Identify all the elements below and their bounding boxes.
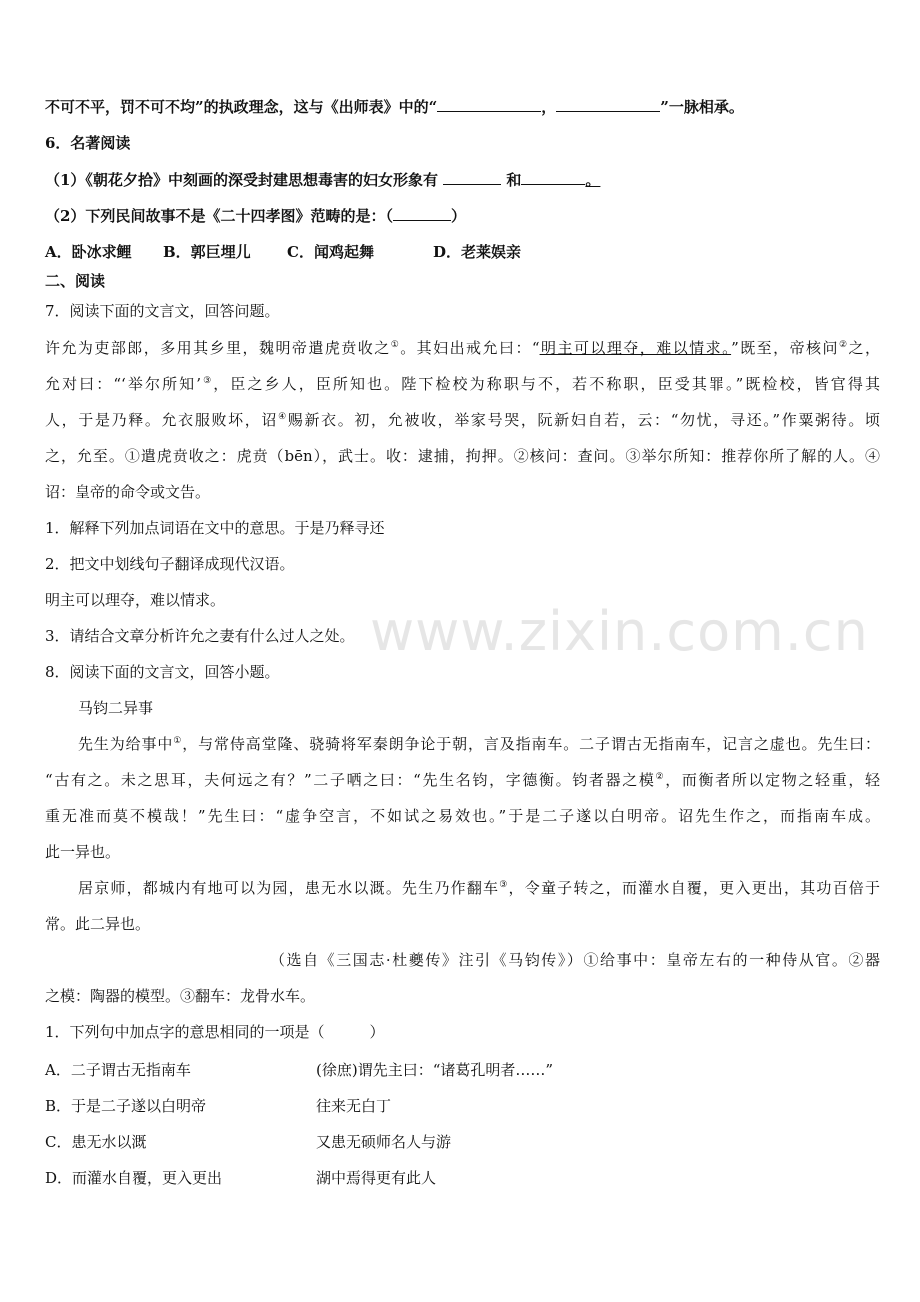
q7-passage-line: 之，允至。①遣虎贲收之：虎贲（bēn），武士。收：逮捕，拘押。②核问：查问。③举尔所知：推荐你所了解的人。④ xyxy=(45,447,880,465)
fill-blank[interactable] xyxy=(393,206,451,221)
underlined-sentence: 明主可以理夺，难以情求。 xyxy=(539,339,732,357)
option-row-d[interactable] xyxy=(45,1168,880,1188)
text: “古有之。未之思耳，夫何远之有？”二子哂之曰：“先生名钧，字德衡。钧者器之模 xyxy=(45,771,656,789)
q8-title: 8．阅读下面的文言文，回答小题。 xyxy=(45,663,280,681)
text: （2）下列民间故事不是《二十四孝图》范畴的是：（ xyxy=(45,207,393,225)
option-right: 往来无白丁 xyxy=(316,1097,392,1115)
text: ，与常侍高堂隆、骁骑将军秦朗争论于朝，言及指南车。二子谓古无指南车，记言之虚也。先生曰： xyxy=(182,735,880,753)
option-right: (徐庶)谓先主曰：“诸葛孔明者……” xyxy=(316,1061,554,1079)
option-row-b[interactable] xyxy=(45,1096,880,1116)
footnote-mark: ③ xyxy=(201,376,214,386)
option-d[interactable]: D．老莱娱亲 xyxy=(433,243,522,261)
option-a[interactable]: A．卧冰求鲤 xyxy=(45,243,132,261)
text: ，令童子转之，而灌水自覆，更入更出，其功百倍于 xyxy=(508,879,880,897)
text: ”既至，帝核问 xyxy=(731,339,839,357)
text: 赐新衣。初，允被收，举家号哭，阮新妇自若，云：“勿忧，寻还。”作粟粥待。顷 xyxy=(287,411,880,429)
option-right: 又患无硕师名人与游 xyxy=(316,1133,452,1151)
text: 先生为给事中 xyxy=(78,735,174,753)
footnote-mark: ① xyxy=(390,340,401,350)
q8-sub1: 1．下列句中加点字的意思相同的一项是（ ） xyxy=(45,1023,385,1041)
section-heading: 二、阅读 xyxy=(45,272,106,290)
option-b[interactable]: B．郭巨埋儿 xyxy=(163,243,251,261)
q8-passage-line xyxy=(78,734,880,754)
option-c[interactable]: C．闻鸡起舞 xyxy=(287,243,374,261)
text: ，臣之乡人，臣所知也。陛下检校为称职与不，若不称职，臣受其罪。”既检校，皆官得其 xyxy=(213,375,880,393)
text: 。其妇出戒允曰：“ xyxy=(400,339,540,357)
footnote-mark: ② xyxy=(655,772,666,782)
option-left: B．于是二子遂以白明帝 xyxy=(45,1097,207,1115)
q8-note: 之模：陶器的模型。③翻车：龙骨水车。 xyxy=(45,987,316,1005)
q7-sub1: 1．解释下列加点词语在文中的意思。于是乃释寻还 xyxy=(45,519,385,537)
q7-title: 7．阅读下面的文言文，回答问题。 xyxy=(45,302,280,320)
footnote-mark: ② xyxy=(838,340,849,350)
option-row-a[interactable] xyxy=(45,1060,880,1080)
footnote-mark: ① xyxy=(173,736,183,746)
fill-blank[interactable] xyxy=(556,97,660,112)
text: 和 xyxy=(501,171,522,189)
q7-note: 诏：皇帝的命令或文告。 xyxy=(45,483,211,501)
text: 之， xyxy=(848,339,880,357)
fill-blank[interactable] xyxy=(443,170,501,185)
q7-passage-line xyxy=(45,374,880,394)
footnote-mark: ③ xyxy=(499,880,509,890)
option-left: A．二子谓古无指南车 xyxy=(45,1061,191,1079)
option-left: D．而灌水自覆，更入更出 xyxy=(45,1169,223,1187)
q6-title: 6．名著阅读 xyxy=(45,134,131,152)
text: ”一脉相承。 xyxy=(660,98,744,116)
text: 许允为吏部郎，多用其乡里，魏明帝遣虎贲收之 xyxy=(45,339,391,357)
text: ，而衡者所以定物之轻重，轻 xyxy=(665,771,880,789)
text: ） xyxy=(450,207,466,225)
option-row-c[interactable] xyxy=(45,1132,880,1152)
q8-passage-line xyxy=(78,878,880,898)
text: （1）《朝花夕拾》中刻画的深受封建思想毒害的妇女形象有 xyxy=(45,171,444,189)
q7-sub3: 3．请结合文章分析许允之妻有什么过人之处。 xyxy=(45,627,355,645)
text: 允对曰：“‘举尔所知’ xyxy=(45,375,202,393)
q8-passage-line: 常。此二异也。 xyxy=(45,915,151,933)
footnote-mark: ④ xyxy=(278,412,288,422)
text: 。 xyxy=(585,171,601,189)
q7-passage-line xyxy=(45,410,880,430)
option-left: C．患无水以溉 xyxy=(45,1133,147,1151)
option-right: 湖中焉得更有此人 xyxy=(316,1169,437,1187)
q6-part1 xyxy=(45,170,880,190)
q6-options xyxy=(45,242,880,262)
q8-source: （选自《三国志·杜夔传》注引《马钧传》）①给事中：皇帝左右的一种侍从官。②器 xyxy=(270,951,880,969)
q6-part2 xyxy=(45,206,880,226)
watermark: www.zixin.com.cn xyxy=(370,600,869,663)
q8-passage-line xyxy=(45,770,880,790)
q7-sub2-sentence: 明主可以理夺，难以情求。 xyxy=(45,591,226,609)
intro-line xyxy=(45,97,880,117)
q8-passage-line: 重无准而莫不模哉！”先生曰：“虚争空言，不如试之易效也。”于是二子遂以白明帝。诏先生作之，而指南车成。 xyxy=(45,807,880,825)
q8-passage-line: 此一异也。 xyxy=(45,843,121,861)
text: ， xyxy=(541,98,557,116)
fill-blank[interactable] xyxy=(437,97,541,112)
fill-blank[interactable] xyxy=(521,170,585,185)
q8-passage-title: 马钧二异事 xyxy=(78,699,154,717)
text: 居京师，都城内有地可以为园，患无水以溉。先生乃作翻车 xyxy=(78,879,500,897)
text: 人，于是乃释。允衣服败坏，诏 xyxy=(45,411,279,429)
q7-sub2: 2．把文中划线句子翻译成现代汉语。 xyxy=(45,555,295,573)
q7-passage-line xyxy=(45,338,880,358)
text: 不可不平，罚不可不均”的执政理念，这与《出师表》中的“ xyxy=(45,98,438,116)
